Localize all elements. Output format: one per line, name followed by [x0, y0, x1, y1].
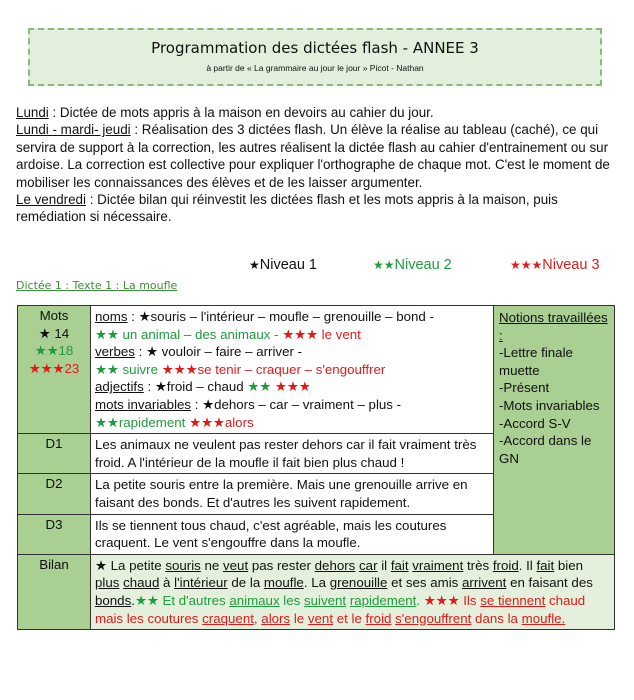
d3-label: D3: [18, 514, 91, 554]
bilan-segment: se tiennent: [480, 592, 546, 608]
bilan-segment: dehors: [314, 557, 356, 573]
bilan-segment: l'intérieur: [174, 575, 228, 591]
lundi-text: : Dictée de mots appris à la maison en devoirs au cahier du jour.: [48, 105, 434, 120]
mots-count-1: ★ 14: [38, 325, 70, 341]
noms-label: noms: [95, 309, 128, 324]
notions-title: Notions travaillées :: [499, 310, 608, 343]
mots-count-2: ★★18: [34, 343, 74, 359]
bilan-segment: animaux: [229, 592, 280, 608]
lmj-label: Lundi - mardi- jeudi: [16, 122, 131, 138]
bilan-segment: fait: [390, 557, 409, 573]
level-3-label: Niveau 3: [542, 257, 600, 273]
notions-cell: [494, 306, 615, 555]
dictee-table: [17, 305, 615, 630]
noms-3: ★★★ le vent: [282, 326, 361, 342]
lmj-text: : Réalisation des 3 dictées flash. Un élève la réalise au tableau (caché), ce qui servira de support à la correction, les autres réalisent la dictée flash au cahier d'entrainement ou sur ardoise. La correction est collective pour expliquer l'orthographe de chaque mot. C'est le moment de mobiliser les connaissances des élèves et de les laisser argumenter.: [16, 122, 610, 190]
level-1-stars: ★: [249, 258, 260, 272]
d3-text: Ils se tiennent tous chaud, c'est agréable, mais les coutures craquent. Le vent s'engouffre dans la moufle.: [91, 514, 494, 554]
d1-text: Les animaux ne veulent pas rester dehors car il fait vraiment très froid. A l'intérieur de la moufle il fait bien plus chaud !: [91, 434, 494, 474]
bilan-segment: à: [159, 575, 175, 591]
level-3: [510, 257, 600, 273]
verbes-label: verbes: [95, 344, 135, 360]
bilan-segment: chaud mais les coutures: [95, 592, 586, 626]
bilan-segment: froid: [365, 610, 392, 626]
bilan-segment: arrivent: [462, 575, 507, 591]
bilan-segment: ★★★ Ils: [423, 592, 481, 608]
adjectifs-3: ★★★: [274, 379, 311, 395]
bilan-segment: suivent: [303, 592, 347, 608]
level-2: [373, 257, 452, 273]
invariables-2: ★★rapidement: [95, 414, 190, 430]
bilan-segment: car: [359, 557, 378, 573]
page-subtitle: à partir de « La grammaire au jour le jour » Picot - Nathan: [206, 63, 424, 73]
noms-2: ★★ un animal – des animaux -: [95, 326, 283, 342]
bilan-segment: ne: [200, 557, 223, 573]
d2-text: La petite souris entre la première. Mais une grenouille arrive en faisant des bonds. Et d'autres les suivent rapidement.: [91, 474, 494, 514]
bilan-segment: pas rester: [248, 557, 315, 573]
bilan-segment: .: [131, 592, 135, 608]
bilan-segment: vraiment: [412, 557, 464, 573]
bilan-segment: grenouille: [329, 575, 388, 591]
adjectifs-1: : ★froid – chaud: [143, 379, 248, 395]
bilan-segment: les: [279, 592, 304, 608]
bilan-segment: . Il: [518, 557, 537, 573]
bilan-row: [18, 554, 615, 629]
notion-item: -Accord S-V: [499, 415, 571, 431]
bilan-segment: ,: [253, 610, 262, 626]
title-box: [28, 28, 602, 86]
bilan-segment: froid: [492, 557, 519, 573]
bilan-segment: alors: [261, 610, 291, 626]
bilan-segment: .: [416, 592, 424, 608]
verbes-2: ★★ suivre: [95, 361, 162, 377]
bilan-segment: vent: [307, 610, 334, 626]
page-title: Programmation des dictées flash - ANNEE 3: [151, 39, 479, 57]
vendredi-label: Le vendredi: [16, 192, 86, 208]
intro-lmj: [16, 121, 622, 191]
bilan-segment: et le: [333, 610, 366, 626]
bilan-segment: souris: [165, 557, 201, 573]
level-3-stars: ★★★: [510, 258, 543, 272]
invariables-3: ★★★alors: [189, 414, 254, 430]
bilan-segment: bien: [554, 557, 584, 573]
notion-item: -Présent: [499, 380, 550, 396]
bilan-segment: le: [290, 610, 308, 626]
d2-label: D2: [18, 474, 91, 514]
mots-count-3: ★★★23: [28, 360, 80, 376]
bilan-segment: bonds: [95, 592, 132, 608]
mots-list-cell: [91, 306, 494, 434]
mots-label-cell: [18, 306, 91, 434]
bilan-label: Bilan: [18, 554, 91, 629]
bilan-segment: chaud: [123, 575, 160, 591]
bilan-segment: . La: [303, 575, 330, 591]
notion-item: -Accord dans le GN: [499, 433, 592, 466]
lundi-label: Lundi: [16, 105, 49, 120]
bilan-segment: craquent: [202, 610, 254, 626]
level-2-stars: ★★: [373, 258, 395, 272]
vendredi-text: : Dictée bilan qui réinvestit les dictées flash et les mots appris à la maison, puis remédiation si nécessaire.: [16, 192, 558, 225]
verbes-1: : ★ vouloir – faire – arriver -: [134, 344, 303, 360]
notion-item: -Mots invariables: [499, 397, 600, 413]
intro-lundi: [16, 104, 622, 121]
bilan-segment: de la: [227, 575, 264, 591]
verbes-3: ★★★se tenir – craquer – s'engouffrer: [161, 361, 386, 377]
mots-label: Mots: [39, 308, 69, 323]
d1-label: D1: [18, 434, 91, 474]
bilan-segment: très: [463, 557, 493, 573]
bilan-segment: dans la: [471, 610, 522, 626]
notion-item: -Lettre finale muette: [499, 345, 573, 378]
adjectifs-label: adjectifs: [95, 379, 144, 395]
bilan-segment: plus: [95, 575, 120, 591]
bilan-segment: et ses amis: [387, 575, 463, 591]
level-2-label: Niveau 2: [394, 257, 452, 273]
intro-vendredi: [16, 191, 622, 226]
mots-row: [18, 306, 615, 434]
intro-text: [16, 104, 622, 226]
bilan-segment: fait: [536, 557, 555, 573]
bilan-segment: en faisant des: [506, 575, 593, 591]
bilan-segment: s'engouffrent: [395, 610, 472, 626]
bilan-text: [91, 554, 615, 629]
dictee-title: Dictée 1 : Texte 1 : La moufle: [16, 279, 178, 292]
bilan-segment: ★ La petite: [95, 557, 166, 573]
noms-1: : ★souris – l'intérieur – moufle – grenouille – bond -: [127, 309, 434, 324]
invariables-1: : ★dehors – car – vraiment – plus -: [191, 396, 402, 412]
bilan-segment: rapidement: [349, 592, 417, 608]
level-1-label: Niveau 1: [259, 257, 317, 273]
level-1: [249, 257, 317, 273]
bilan-segment: ★★ Et d'autres: [134, 592, 230, 608]
bilan-segment: moufle.: [521, 610, 566, 626]
bilan-segment: il: [377, 557, 391, 573]
invariables-label: mots invariables: [95, 396, 192, 412]
bilan-segment: veut: [223, 557, 249, 573]
bilan-segment: moufle: [263, 575, 304, 591]
adjectifs-2: ★★: [247, 379, 275, 395]
